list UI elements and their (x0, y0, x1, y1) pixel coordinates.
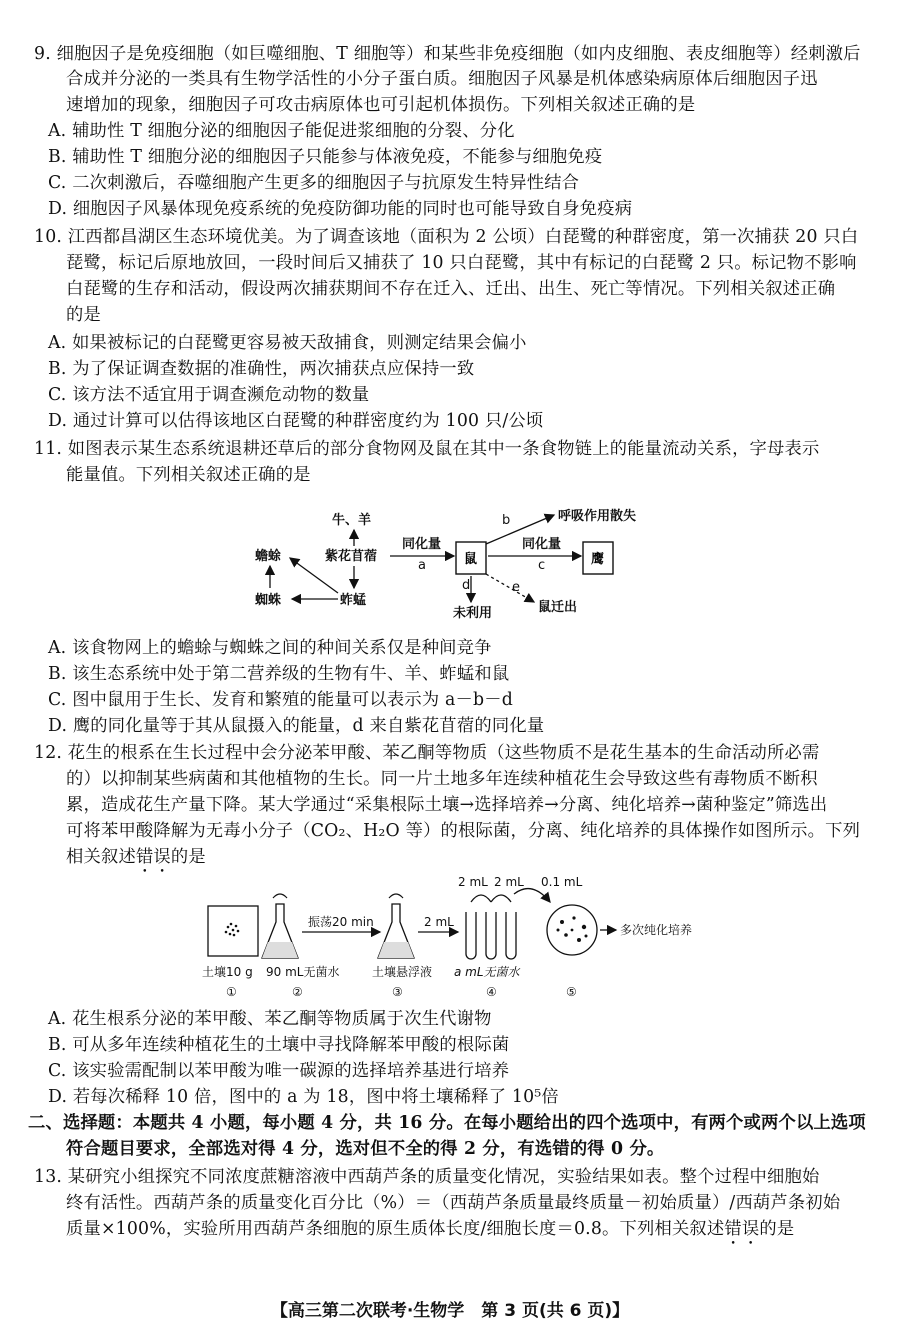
energy-e-label: e (512, 580, 520, 595)
q12-option-a: A. 花生根系分泌的苯甲酸、苯乙酮等物质属于次生代谢物 (48, 1009, 492, 1029)
step-1-label: ① (226, 985, 237, 999)
test-tube-2 (486, 912, 496, 959)
q9-stem-line-3: 速增加的现象，细胞因子可攻击病原体也可引起机体损伤。下列相关叙述正确的是 (66, 95, 696, 115)
section-2-instructions-line-1: 二、选择题：本题共 4 小题，每小题 4 分，共 16 分。在每小题给出的四个选项中，有两个或两个以上选项 (28, 1113, 866, 1133)
arrow-mouse-to-emigrate (486, 574, 534, 602)
toad-label: 蟾蜍 (255, 549, 282, 564)
q11-option-d: D. 鹰的同化量等于其从鼠摄入的能量，d 来自紫花苜蓿的同化量 (48, 716, 545, 736)
emigrate-label: 鼠迁出 (538, 600, 578, 615)
energy-c-label: c (538, 558, 546, 573)
step-5-label: ⑤ (566, 985, 577, 999)
unused-label: 未利用 (453, 606, 493, 621)
q9-option-a: A. 辅助性 T 细胞分泌的细胞因子能促进浆细胞的分裂、分化 (48, 121, 515, 141)
q9-option-c: C. 二次刺激后，吞噬细胞产生更多的细胞因子与抗原发生特异性结合 (48, 173, 580, 193)
transfer-2ml-label: 2 mL (424, 915, 454, 929)
grasshopper-label: 蚱蜢 (340, 593, 367, 608)
tube-2ml-label-2: 2 mL (494, 875, 524, 889)
step-2-label: ② (292, 985, 303, 999)
q12-suffix: 的是 (170, 847, 206, 867)
soil-particles (225, 923, 240, 937)
q9-stem-line-1: 9. 细胞因子是免疫细胞（如巨噬细胞、T 细胞等）和某些非免疫细胞（如内皮细胞、表皮细胞等）经刺激后 (34, 44, 861, 64)
q9-option-b: B. 辅助性 T 细胞分泌的细胞因子只能参与体液免疫，不能参与细胞免疫 (48, 147, 603, 167)
colonies (557, 916, 588, 942)
q12-stem-line-5 (66, 845, 206, 877)
q10-option-c: C. 该方法不适宜用于调查濒危动物的数量 (48, 385, 370, 405)
energy-d-label: d (462, 578, 471, 593)
q12-option-c: C. 该实验需配制以苯甲酸为唯一碳源的选择培养基进行培养 (48, 1061, 510, 1081)
q12-prefix: 相关叙述 (66, 847, 136, 867)
q13-emphasis: 错误 (724, 1219, 760, 1239)
q13-suffix: 的是 (759, 1219, 795, 1239)
q10-stem-line-4: 的是 (66, 305, 101, 325)
q11-stem-line-1: 11. 如图表示某生态系统退耕还草后的部分食物网及鼠在其中一条食物链上的能量流动关系，字母表示 (34, 439, 820, 459)
q12-stem-line-1: 12. 花生的根系在生长过程中会分泌苯甲酸、苯乙酮等物质（这些物质不是花生基本的生命活动所必需 (34, 743, 820, 763)
energy-b-label: b (502, 513, 511, 528)
step-4-label: ④ (486, 985, 497, 999)
mouse-label: 鼠 (464, 552, 478, 567)
q11-stem-line-2: 能量值。下列相关叙述正确的是 (66, 465, 311, 485)
q13-stem-line-3 (66, 1217, 794, 1249)
assimilation-label-2: 同化量 (522, 537, 562, 552)
water-90ml-label: 90 mL无菌水 (266, 965, 340, 979)
q13-prefix: 质量×100%，实验所用西葫芦条细胞的原生质体长度/细胞长度＝0.8。下列相关叙述 (66, 1219, 725, 1239)
eagle-label: 鹰 (591, 552, 605, 567)
section-2-instructions-line-2: 符合题目要求，全部选对得 4 分，选对但不全的得 2 分，有选错的得 0 分。 (66, 1139, 665, 1159)
q12-stem-line-4: 可将苯甲酸降解为无毒小分子（CO₂、H₂O 等）的根际菌，分离、纯化培养的具体操作如图所示。下列 (66, 821, 861, 841)
step-3-label: ③ (392, 985, 403, 999)
q13-stem-line-2: 终有活性。西葫芦条的质量变化百分比（%）＝（西葫芦条质量最终质量－初始质量）/西葫芦条初始 (66, 1193, 841, 1213)
plate-0.1ml-label: 0.1 mL (541, 875, 583, 889)
q11-option-b: B. 该生态系统中处于第二营养级的生物有牛、羊、蚱蜢和鼠 (48, 664, 510, 684)
q10-option-a: A. 如果被标记的白琵鹭更容易被天敌捕食，则测定结果会偏小 (48, 333, 527, 353)
q10-stem-line-1: 10. 江西都昌湖区生态环境优美。为了调查该地（面积为 2 公顷）白琵鹭的种群密度，第一次捕获 20 只白 (34, 227, 859, 247)
q11-option-a: A. 该食物网上的蟾蜍与蜘蛛之间的种间关系仅是种间竞争 (48, 638, 492, 658)
suspension-label: 土壤悬浮液 (372, 965, 433, 979)
tube-2ml-label-1: 2 mL (458, 875, 488, 889)
q12-stem-line-2: 的）以抑制某些病菌和其他植物的生长。同一片土地多年连续种植花生会导致这些有毒物质不断积 (66, 769, 818, 789)
q9-stem-line-2: 合成并分泌的一类具有生物学活性的小分子蛋白质。细胞因子风暴是机体感染病原体后细胞因子迅 (66, 69, 818, 89)
soil-10g-label: 土壤10 g (202, 965, 253, 979)
test-tube-1 (466, 912, 476, 959)
q10-stem-line-3: 白琵鹭的生存和活动，假设两次捕获期间不存在迁入、迁出、出生、死亡等情况。下列相关叙述正确 (66, 279, 836, 299)
shake-label: 振荡20 min (308, 915, 374, 929)
q10-option-b: B. 为了保证调查数据的准确性，两次捕获点应保持一致 (48, 359, 475, 379)
alfalfa-label: 紫花苜蓿 (325, 549, 378, 564)
a-ml-water-label: a mL无菌水 (454, 965, 520, 979)
assimilation-label-1: 同化量 (402, 537, 442, 552)
dilution-procedure-diagram (196, 872, 726, 1004)
cattle-sheep-label: 牛、羊 (332, 513, 372, 528)
respiration-label: 呼吸作用散失 (558, 509, 637, 524)
q12-emphasis: 错误 (135, 847, 171, 867)
multi-purify-label: 多次纯化培养 (620, 923, 693, 937)
q10-option-d: D. 通过计算可以估得该地区白琵鹭的种群密度约为 100 只/公顷 (48, 411, 544, 431)
q12-option-b: B. 可从多年连续种植花生的土壤中寻找降解苯甲酸的根际菌 (48, 1035, 510, 1055)
q9-option-d: D. 细胞因子风暴体现免疫系统的免疫防御功能的同时也可能导致自身免疫病 (48, 199, 633, 219)
q10-stem-line-2: 琵鹭，标记后原地放回，一段时间后又捕获了 10 只白琵鹭，其中有标记的白琵鹭 2 只。标记物不影响 (66, 253, 857, 273)
spider-label: 蜘蛛 (255, 593, 282, 608)
q12-option-d: D. 若每次稀释 10 倍，图中的 a 为 18，图中将土壤稀释了 10⁵倍 (48, 1087, 559, 1107)
q12-stem-line-3: 累，造成花生产量下降。某大学通过“采集根际土壤→选择培养→分离、纯化培养→菌种鉴定”筛选出 (66, 795, 828, 815)
test-tube-3 (506, 912, 516, 959)
q11-option-c: C. 图中鼠用于生长、发育和繁殖的能量可以表示为 a－b－d (48, 690, 513, 710)
energy-a-label: a (418, 558, 426, 573)
q13-stem-line-1: 13. 某研究小组探究不同浓度蔗糖溶液中西葫芦条的质量变化情况，实验结果如表。整个过程中细胞始 (34, 1167, 820, 1187)
food-web-diagram (240, 500, 740, 630)
page-footer: 【高三第二次联考·生物学 第 3 页(共 6 页)】 (270, 1301, 630, 1321)
